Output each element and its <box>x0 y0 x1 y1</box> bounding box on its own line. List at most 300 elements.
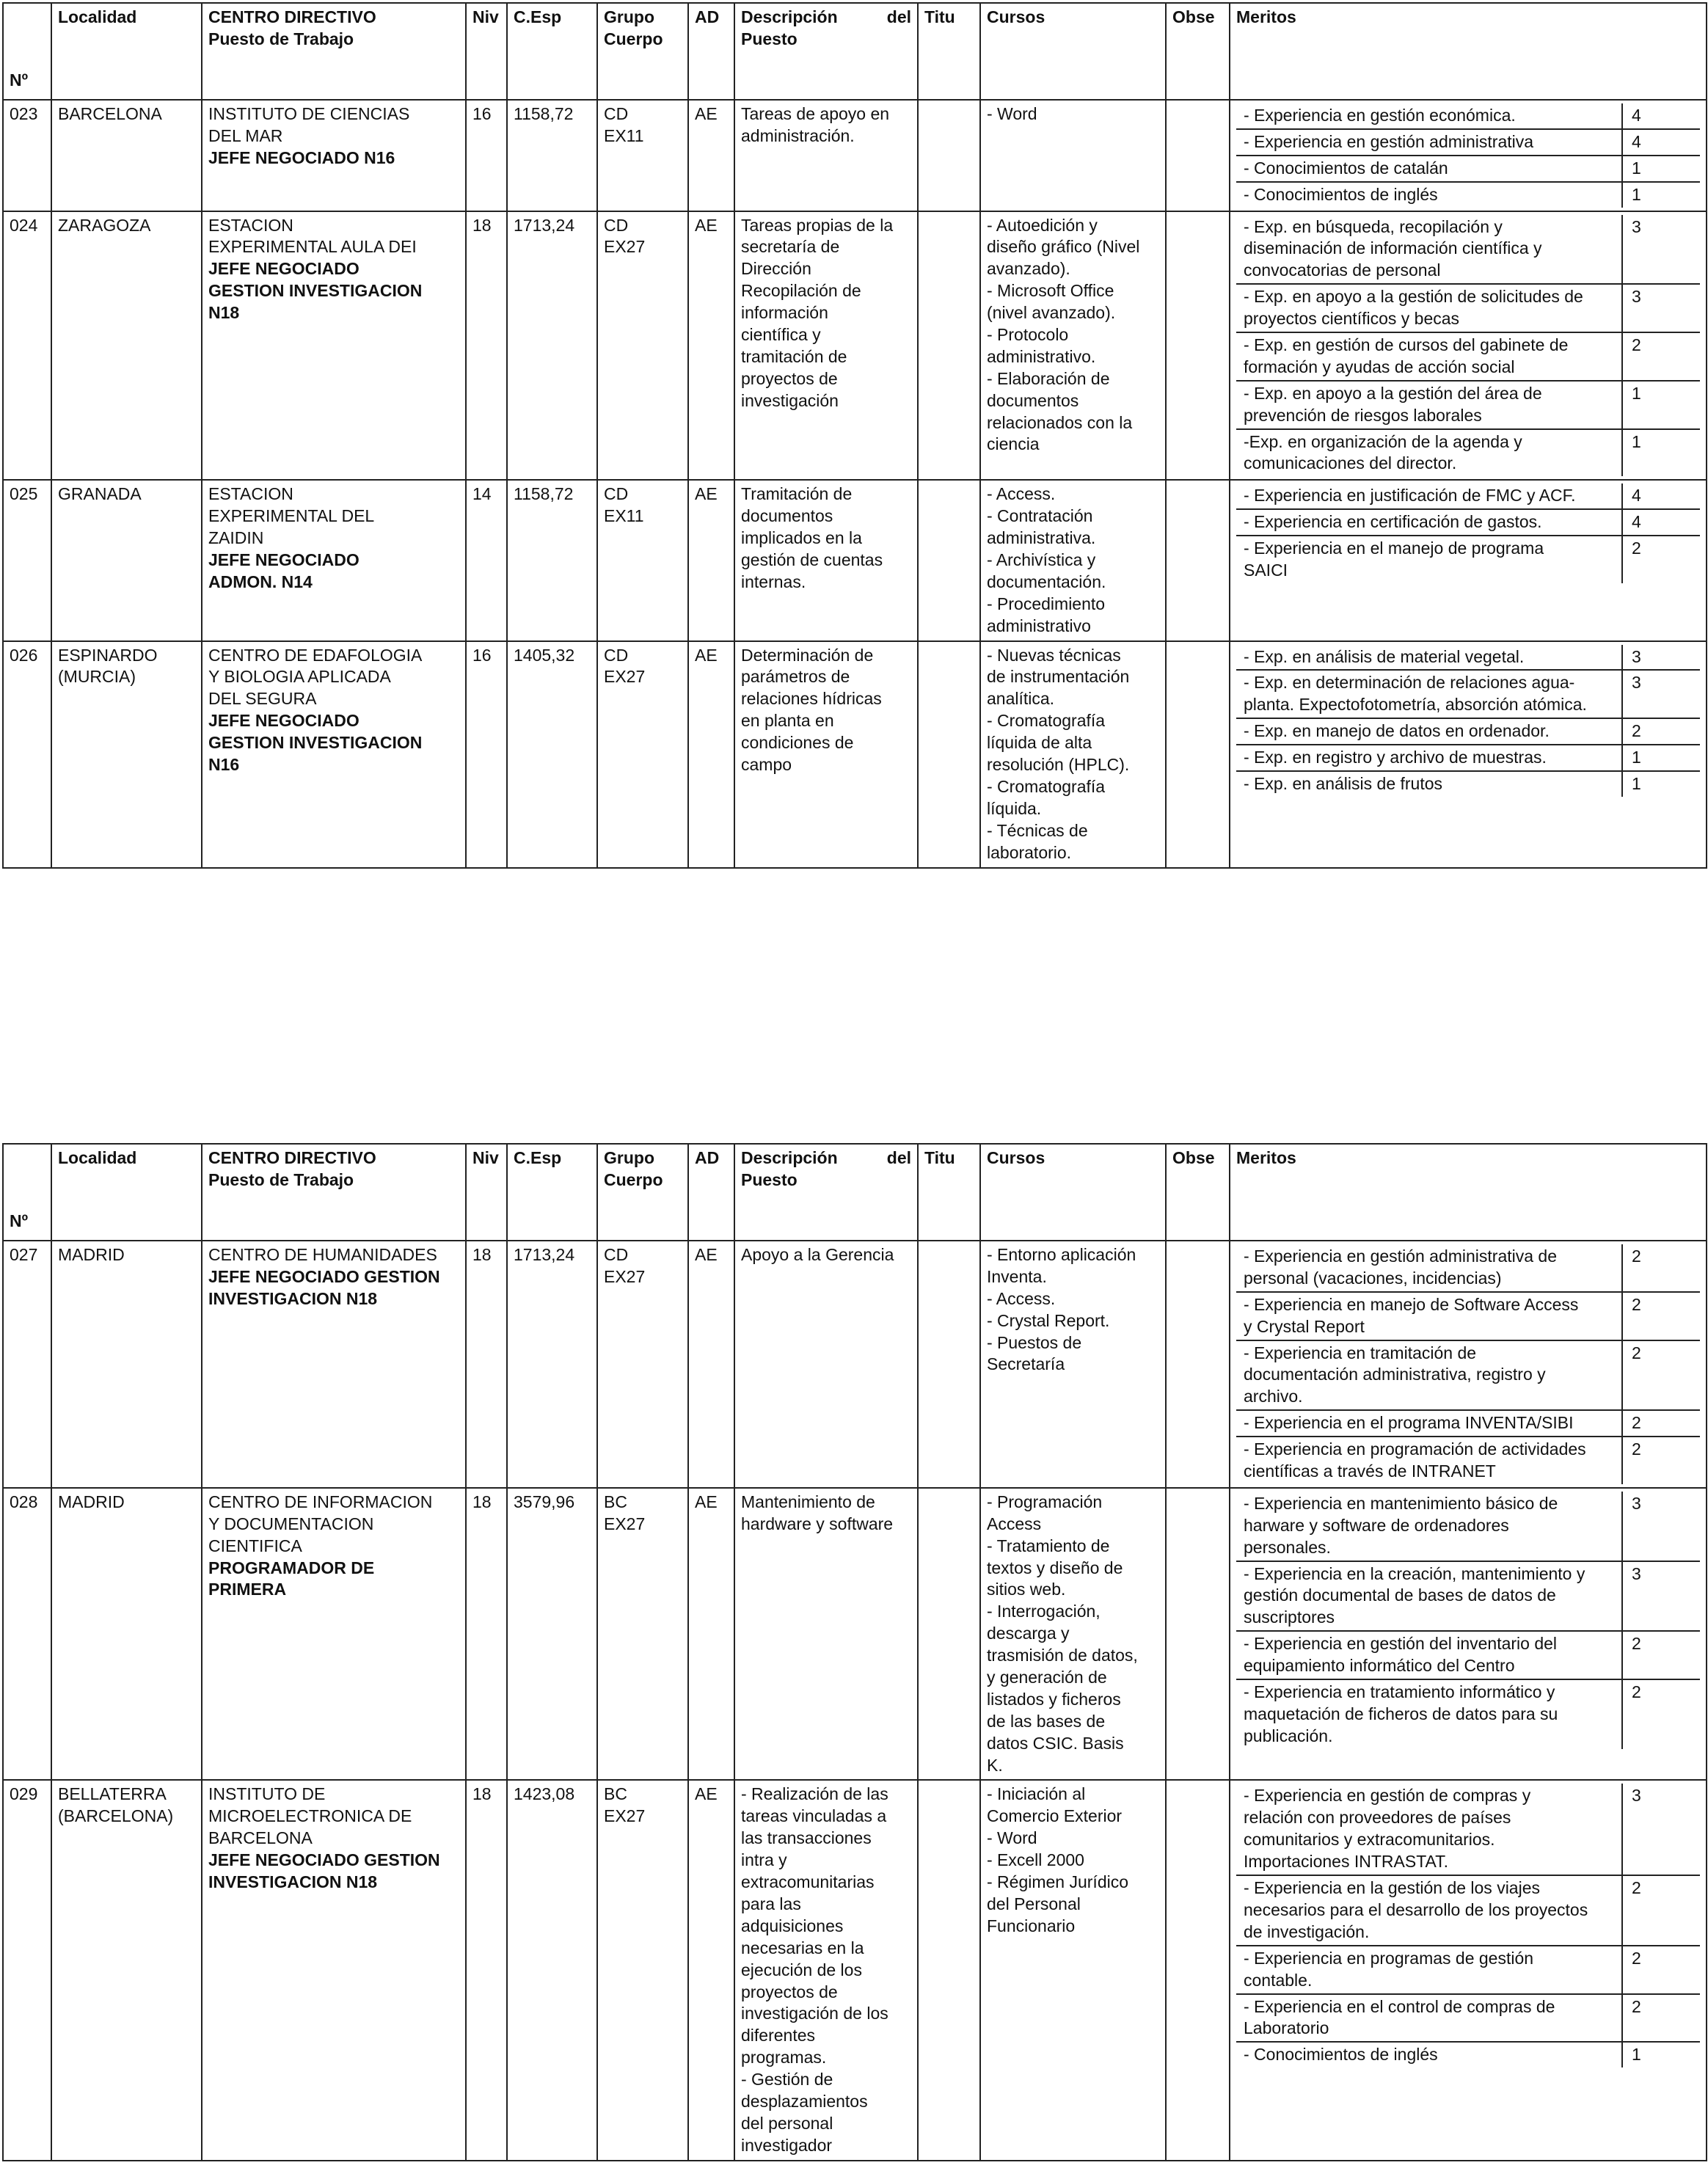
cell-cursos <box>980 480 1166 640</box>
cell-ad: AE <box>688 1780 734 2160</box>
cell-obse <box>1166 211 1230 481</box>
merito-line: - Conocimientos de inglés <box>1244 184 1438 204</box>
cell-niv: 16 <box>466 100 507 211</box>
cursos-line: administrativo <box>987 616 1091 635</box>
merito-item <box>1236 745 1700 771</box>
cursos-line: (nivel avanzado). <box>987 303 1116 323</box>
localidad-line: ZARAGOZA <box>58 215 151 235</box>
grupo-line: EX27 <box>604 667 646 687</box>
cursos-line: relacionados con la <box>987 412 1133 432</box>
header-ad: AD <box>688 3 734 100</box>
centro-line: EXPERIMENTAL DEL <box>208 506 375 526</box>
merito-line: - Experiencia en mantenimiento básico de <box>1244 1493 1558 1513</box>
cursos-line: - Autoedición y <box>987 215 1098 235</box>
merito-text <box>1236 1994 1622 2043</box>
header-cesp: C.Esp <box>507 1144 597 1241</box>
cell-niv: 14 <box>466 480 507 640</box>
merito-text <box>1236 1410 1622 1437</box>
descripcion-line: investigador <box>741 2135 833 2155</box>
cell-descripcion <box>734 641 918 868</box>
descripcion-line: relaciones hídricas <box>741 689 882 709</box>
merito-text <box>1236 1784 1622 1875</box>
jobs-table-2 <box>2 1143 1707 2161</box>
centro-line: ESTACION <box>208 484 293 504</box>
cursos-line: - Word <box>987 104 1037 123</box>
cell-titu <box>918 1488 980 1781</box>
puesto-line: INVESTIGACION N18 <box>208 1288 378 1308</box>
cursos-line: de instrumentación <box>987 667 1130 687</box>
descripcion-line: investigación <box>741 390 839 410</box>
header-localidad: Localidad <box>51 3 202 100</box>
descripcion-line: administración. <box>741 125 855 145</box>
cell-meritos <box>1230 1241 1707 1488</box>
merito-score: 2 <box>1622 1679 1700 1749</box>
merito-line: - Experiencia en el control de compras de <box>1244 1996 1555 2016</box>
table-row <box>3 1488 1707 1781</box>
merito-line: Laboratorio <box>1244 2018 1329 2038</box>
cursos-line: - Interrogación, <box>987 1602 1101 1621</box>
merito-item <box>1236 645 1700 671</box>
cell-cesp: 1405,32 <box>507 641 597 868</box>
cell-centro <box>202 211 466 481</box>
merito-text <box>1236 381 1622 429</box>
cell-obse <box>1166 1488 1230 1781</box>
merito-score: 1 <box>1622 429 1700 477</box>
grupo-line: BC <box>604 1784 627 1804</box>
merito-item <box>1236 1631 1700 1679</box>
cursos-line: - Excell 2000 <box>987 1850 1084 1870</box>
merito-item <box>1236 1244 1700 1292</box>
merito-item <box>1236 129 1700 156</box>
header-ad: AD <box>688 1144 734 1241</box>
puesto-line: JEFE NEGOCIADO GESTION <box>208 1266 440 1286</box>
cell-grupo <box>597 480 688 640</box>
cell-ad: AE <box>688 1488 734 1781</box>
merito-item <box>1236 670 1700 718</box>
puesto-line: JEFE NEGOCIADO <box>208 550 360 570</box>
merito-line: personal (vacaciones, incidencias) <box>1244 1268 1502 1288</box>
cursos-line: Funcionario <box>987 1916 1076 1935</box>
cursos-line: ciencia <box>987 434 1040 454</box>
merito-score: 2 <box>1622 1875 1700 1946</box>
merito-score: 1 <box>1622 156 1700 182</box>
cursos-line: - Microsoft Office <box>987 281 1114 301</box>
cell-titu <box>918 641 980 868</box>
cursos-line: - Cromatografía <box>987 776 1106 796</box>
merito-item <box>1236 509 1700 536</box>
cursos-line: datos CSIC. Basis <box>987 1733 1124 1753</box>
merito-text <box>1236 645 1622 671</box>
merito-line: - Experiencia en gestión administrativa de <box>1244 1247 1558 1266</box>
localidad-line: BARCELONA <box>58 104 162 123</box>
cell-obse <box>1166 100 1230 211</box>
descripcion-line: condiciones de <box>741 733 854 753</box>
merito-score: 4 <box>1622 103 1700 129</box>
merito-item <box>1236 381 1700 429</box>
descripcion-line: Apoyo a la Gerencia <box>741 1245 894 1264</box>
cell-meritos <box>1230 1780 1707 2160</box>
cell-localidad <box>51 641 202 868</box>
merito-line: SAICI <box>1244 561 1288 580</box>
merito-line: - Experiencia en gestión del inventario del <box>1244 1634 1558 1654</box>
localidad-line: ESPINARDO <box>58 645 158 665</box>
header-descripcion: Descripción del Puesto <box>734 3 918 100</box>
cell-niv: 18 <box>466 1488 507 1781</box>
cell-obse <box>1166 1780 1230 2160</box>
grupo-line: CD <box>604 104 629 123</box>
merito-score: 2 <box>1622 1410 1700 1437</box>
merito-item <box>1236 1994 1700 2043</box>
merito-score: 3 <box>1622 1784 1700 1875</box>
merito-line: suscriptores <box>1244 1607 1335 1627</box>
merito-line: - Experiencia en el programa INVENTA/SIBI <box>1244 1413 1574 1433</box>
merito-line: científicas a través de INTRANET <box>1244 1461 1496 1481</box>
merito-line: personales. <box>1244 1537 1331 1557</box>
merito-text <box>1236 509 1622 536</box>
grupo-line: EX27 <box>604 237 646 257</box>
cell-localidad <box>51 480 202 640</box>
cell-cesp: 1158,72 <box>507 480 597 640</box>
merito-line: gestión documental de bases de datos de <box>1244 1585 1556 1605</box>
cell-descripcion <box>734 1241 918 1488</box>
localidad-line: MADRID <box>58 1492 125 1511</box>
merito-score: 3 <box>1622 670 1700 718</box>
cell-grupo <box>597 1780 688 2160</box>
cursos-line: trasmisión de datos, <box>987 1646 1138 1665</box>
localidad-line: GRANADA <box>58 484 142 504</box>
cell-cursos <box>980 1780 1166 2160</box>
merito-item <box>1236 718 1700 745</box>
merito-line: archivo. <box>1244 1387 1303 1406</box>
descripcion-line: para las <box>741 1894 801 1913</box>
meritos-table <box>1236 483 1700 583</box>
cell-descripcion <box>734 1780 918 2160</box>
jobs-table-1 <box>2 2 1707 869</box>
cell-ad: AE <box>688 100 734 211</box>
header-obse: Obse <box>1166 3 1230 100</box>
merito-text <box>1236 156 1622 182</box>
descripcion-line: del personal <box>741 2113 833 2133</box>
merito-score: 2 <box>1622 536 1700 583</box>
merito-item <box>1236 536 1700 583</box>
merito-item <box>1236 284 1700 332</box>
cell-ad: AE <box>688 1241 734 1488</box>
header-no: Nº <box>3 1144 51 1241</box>
header-niv: Niv <box>466 3 507 100</box>
merito-item <box>1236 1784 1700 1875</box>
merito-line: - Experiencia en tratamiento informático y <box>1244 1682 1555 1702</box>
cursos-line: Secretaría <box>987 1354 1065 1374</box>
merito-line: - Experiencia en certificación de gastos. <box>1244 512 1542 532</box>
merito-score: 4 <box>1622 509 1700 536</box>
grupo-line: BC <box>604 1492 627 1511</box>
cursos-line: administrativo. <box>987 346 1096 366</box>
table-row <box>3 211 1707 481</box>
merito-text <box>1236 332 1622 381</box>
merito-score: 3 <box>1622 215 1700 285</box>
centro-line: DEL MAR <box>208 125 283 145</box>
cell-meritos <box>1230 100 1707 211</box>
grupo-line: EX11 <box>604 125 644 145</box>
centro-line: Y DOCUMENTACION <box>208 1514 374 1533</box>
cursos-line: - Archivística y <box>987 550 1096 570</box>
merito-score: 2 <box>1622 1292 1700 1340</box>
cell-ad: AE <box>688 641 734 868</box>
table-body <box>3 1241 1707 2161</box>
descripcion-line: Tareas propias de la <box>741 215 894 235</box>
descripcion-line: implicados en la <box>741 528 862 548</box>
merito-line: equipamiento informático del Centro <box>1244 1656 1515 1676</box>
cell-obse <box>1166 1241 1230 1488</box>
merito-line: comunitarios y extracomunitarios. <box>1244 1830 1495 1850</box>
puesto-line: N18 <box>208 303 240 323</box>
merito-line: - Exp. en apoyo a la gestión del área de <box>1244 383 1542 403</box>
cell-descripcion <box>734 1488 918 1781</box>
cell-titu <box>918 1780 980 2160</box>
merito-text <box>1236 745 1622 771</box>
cell-titu <box>918 1241 980 1488</box>
merito-line: - Experiencia en la creación, mantenimiento y <box>1244 1563 1585 1583</box>
puesto-line: ADMON. N14 <box>208 572 313 591</box>
descripcion-line: secretaría de <box>741 237 840 257</box>
merito-item <box>1236 1292 1700 1340</box>
puesto-line: GESTION INVESTIGACION <box>208 281 423 301</box>
descripcion-line: Recopilación de <box>741 281 861 301</box>
descripcion-line: - Realización de las <box>741 1784 888 1804</box>
merito-text <box>1236 129 1622 156</box>
merito-text <box>1236 1244 1622 1292</box>
merito-text <box>1236 536 1622 583</box>
localidad-line: (MURCIA) <box>58 667 136 687</box>
header-titu: Titu <box>918 3 980 100</box>
cell-titu <box>918 211 980 481</box>
cursos-line: - Iniciación al <box>987 1784 1086 1804</box>
merito-text <box>1236 670 1622 718</box>
merito-text <box>1236 1875 1622 1946</box>
meritos-table <box>1236 645 1700 797</box>
header-grupo: Grupo Cuerpo <box>597 1144 688 1241</box>
centro-line: CENTRO DE HUMANIDADES <box>208 1245 437 1264</box>
cell-descripcion <box>734 211 918 481</box>
centro-line: Y BIOLOGIA APLICADA <box>208 667 391 687</box>
cell-obse <box>1166 480 1230 640</box>
descripcion-line: adquisiciones <box>741 1916 844 1935</box>
table-body <box>3 100 1707 868</box>
cell-cesp: 1713,24 <box>507 1241 597 1488</box>
merito-score: 1 <box>1622 182 1700 208</box>
centro-line: EXPERIMENTAL AULA DEI <box>208 237 417 257</box>
merito-item <box>1236 1492 1700 1561</box>
merito-line: - Exp. en determinación de relaciones agua- <box>1244 673 1575 693</box>
grupo-line: EX27 <box>604 1266 646 1286</box>
header-descripcion: Descripción del Puesto <box>734 1144 918 1241</box>
merito-line: -Exp. en organización de la agenda y <box>1244 431 1522 451</box>
merito-text <box>1236 1561 1622 1632</box>
merito-line: - Conocimientos de inglés <box>1244 2045 1438 2065</box>
header-grupo: Grupo Cuerpo <box>597 3 688 100</box>
grupo-line: CD <box>604 645 629 665</box>
merito-text <box>1236 284 1622 332</box>
merito-line: - Exp. en análisis de material vegetal. <box>1244 646 1525 666</box>
merito-line: necesarios para el desarrollo de los proyectos <box>1244 1899 1588 1919</box>
descripcion-line: hardware y software <box>741 1514 894 1533</box>
meritos-table <box>1236 1244 1700 1484</box>
cell-centro <box>202 1488 466 1781</box>
descripcion-line: necesarias en la <box>741 1938 864 1957</box>
cell-cursos <box>980 641 1166 868</box>
merito-line: proyectos científicos y becas <box>1244 309 1460 329</box>
merito-text <box>1236 483 1622 509</box>
cell-titu <box>918 100 980 211</box>
header-centro: CENTRO DIRECTIVO Puesto de Trabajo <box>202 3 466 100</box>
cell-niv: 16 <box>466 641 507 868</box>
grupo-line: CD <box>604 484 629 504</box>
centro-line: CIENTIFICA <box>208 1536 302 1555</box>
cursos-line: - Programación <box>987 1492 1103 1511</box>
cell-descripcion <box>734 100 918 211</box>
cursos-line: - Access. <box>987 1288 1056 1308</box>
puesto-line: N16 <box>208 755 240 775</box>
merito-text <box>1236 1292 1622 1340</box>
descripcion-line: internas. <box>741 572 806 591</box>
merito-score: 3 <box>1622 284 1700 332</box>
cursos-line: - Técnicas de <box>987 820 1088 840</box>
merito-line: - Exp. en análisis de frutos <box>1244 774 1443 794</box>
grupo-line: CD <box>604 215 629 235</box>
centro-line: DEL SEGURA <box>208 689 317 709</box>
merito-text <box>1236 1631 1622 1679</box>
cell-meritos <box>1230 480 1707 640</box>
merito-text <box>1236 1946 1622 1994</box>
merito-text <box>1236 718 1622 745</box>
merito-line: - Experiencia en el manejo de programa <box>1244 539 1544 558</box>
header-row <box>3 3 1707 100</box>
merito-item <box>1236 1561 1700 1632</box>
merito-line: - Experiencia en la gestión de los viajes <box>1244 1878 1541 1898</box>
descripcion-line: campo <box>741 755 792 775</box>
cell-grupo <box>597 100 688 211</box>
header-niv: Niv <box>466 1144 507 1241</box>
merito-item <box>1236 771 1700 797</box>
cursos-line: - Régimen Jurídico <box>987 1872 1129 1892</box>
cell-descripcion <box>734 480 918 640</box>
cell-centro <box>202 1780 466 2160</box>
cursos-line: - Puestos de <box>987 1332 1082 1352</box>
header-row <box>3 1144 1707 1241</box>
cell-meritos <box>1230 211 1707 481</box>
descripcion-line: ejecución de los <box>741 1960 862 1979</box>
merito-item <box>1236 1437 1700 1484</box>
cell-grupo <box>597 211 688 481</box>
merito-line: - Exp. en apoyo a la gestión de solicitudes de <box>1244 287 1583 307</box>
cursos-line: listados y ficheros <box>987 1689 1121 1709</box>
cursos-line: avanzado). <box>987 259 1070 279</box>
merito-line: - Experiencia en tramitación de <box>1244 1343 1477 1362</box>
meritos-table <box>1236 1784 1700 2067</box>
descripcion-line: Mantenimiento de <box>741 1492 875 1511</box>
header-meritos: Meritos <box>1230 3 1707 100</box>
cursos-line: - Contratación <box>987 506 1093 526</box>
merito-text <box>1236 103 1622 129</box>
merito-score: 2 <box>1622 1994 1700 2043</box>
cell-no: 024 <box>3 211 51 481</box>
merito-text <box>1236 1340 1622 1411</box>
cursos-line: descarga y <box>987 1624 1070 1643</box>
localidad-line: MADRID <box>58 1245 125 1264</box>
meritos-table <box>1236 103 1700 208</box>
header-obse: Obse <box>1166 1144 1230 1241</box>
descripcion-line: Dirección <box>741 259 811 279</box>
cursos-line: diseño gráfico (Nivel <box>987 237 1140 257</box>
cursos-line: - Protocolo <box>987 325 1069 345</box>
cell-cursos <box>980 1488 1166 1781</box>
merito-score: 2 <box>1622 1437 1700 1484</box>
merito-item <box>1236 483 1700 509</box>
puesto-line: JEFE NEGOCIADO N16 <box>208 147 395 167</box>
cursos-line: - Procedimiento <box>987 594 1106 613</box>
descripcion-line: las transacciones <box>741 1828 872 1848</box>
descripcion-line: tareas vinculadas a <box>741 1806 887 1826</box>
puesto-line: JEFE NEGOCIADO <box>208 711 360 731</box>
merito-line: - Experiencia en gestión de compras y <box>1244 1786 1531 1806</box>
merito-line: publicación. <box>1244 1726 1333 1745</box>
merito-line: contable. <box>1244 1970 1313 1990</box>
cursos-line: - Cromatografía <box>987 711 1106 731</box>
merito-text <box>1236 215 1622 285</box>
merito-score: 1 <box>1622 771 1700 797</box>
merito-line: - Exp. en gestión de cursos del gabinete de <box>1244 335 1569 355</box>
merito-item <box>1236 1679 1700 1749</box>
merito-line: comunicaciones del director. <box>1244 453 1457 473</box>
merito-text <box>1236 1492 1622 1561</box>
puesto-line: JEFE NEGOCIADO GESTION <box>208 1850 440 1870</box>
merito-score: 2 <box>1622 332 1700 381</box>
merito-text <box>1236 1437 1622 1484</box>
cell-localidad <box>51 1780 202 2160</box>
merito-item <box>1236 156 1700 182</box>
merito-line: y Crystal Report <box>1244 1316 1365 1336</box>
merito-line: diseminación de información científica y <box>1244 238 1542 258</box>
cell-centro <box>202 1241 466 1488</box>
merito-line: planta. Expectofotometría, absorción atómica. <box>1244 695 1587 715</box>
cell-centro <box>202 480 466 640</box>
puesto-line: GESTION INVESTIGACION <box>208 733 423 753</box>
cell-cesp: 1713,24 <box>507 211 597 481</box>
descripcion-line: diferentes <box>741 2026 816 2045</box>
cursos-line: textos y diseño de <box>987 1558 1123 1577</box>
merito-text <box>1236 771 1622 797</box>
cell-cesp: 1423,08 <box>507 1780 597 2160</box>
descripcion-line: científica y <box>741 325 821 345</box>
merito-item <box>1236 182 1700 208</box>
cursos-line: - Crystal Report. <box>987 1310 1110 1330</box>
cursos-line: analítica. <box>987 689 1055 709</box>
header-centro: CENTRO DIRECTIVO Puesto de Trabajo <box>202 1144 466 1241</box>
puesto-line: JEFE NEGOCIADO <box>208 259 360 279</box>
merito-score: 3 <box>1622 1492 1700 1561</box>
descripcion-line: gestión de cuentas <box>741 550 883 570</box>
descripcion-line: extracomunitarias <box>741 1872 875 1892</box>
cursos-line: - Tratamiento de <box>987 1536 1110 1555</box>
puesto-line: PRIMERA <box>208 1580 287 1599</box>
merito-line: maquetación de ficheros de datos para su <box>1244 1704 1558 1723</box>
grupo-line: EX27 <box>604 1806 646 1826</box>
cursos-line: líquida de alta <box>987 733 1092 753</box>
cell-localidad <box>51 1488 202 1781</box>
cell-no: 027 <box>3 1241 51 1488</box>
merito-score: 2 <box>1622 1244 1700 1292</box>
merito-text <box>1236 2042 1622 2067</box>
